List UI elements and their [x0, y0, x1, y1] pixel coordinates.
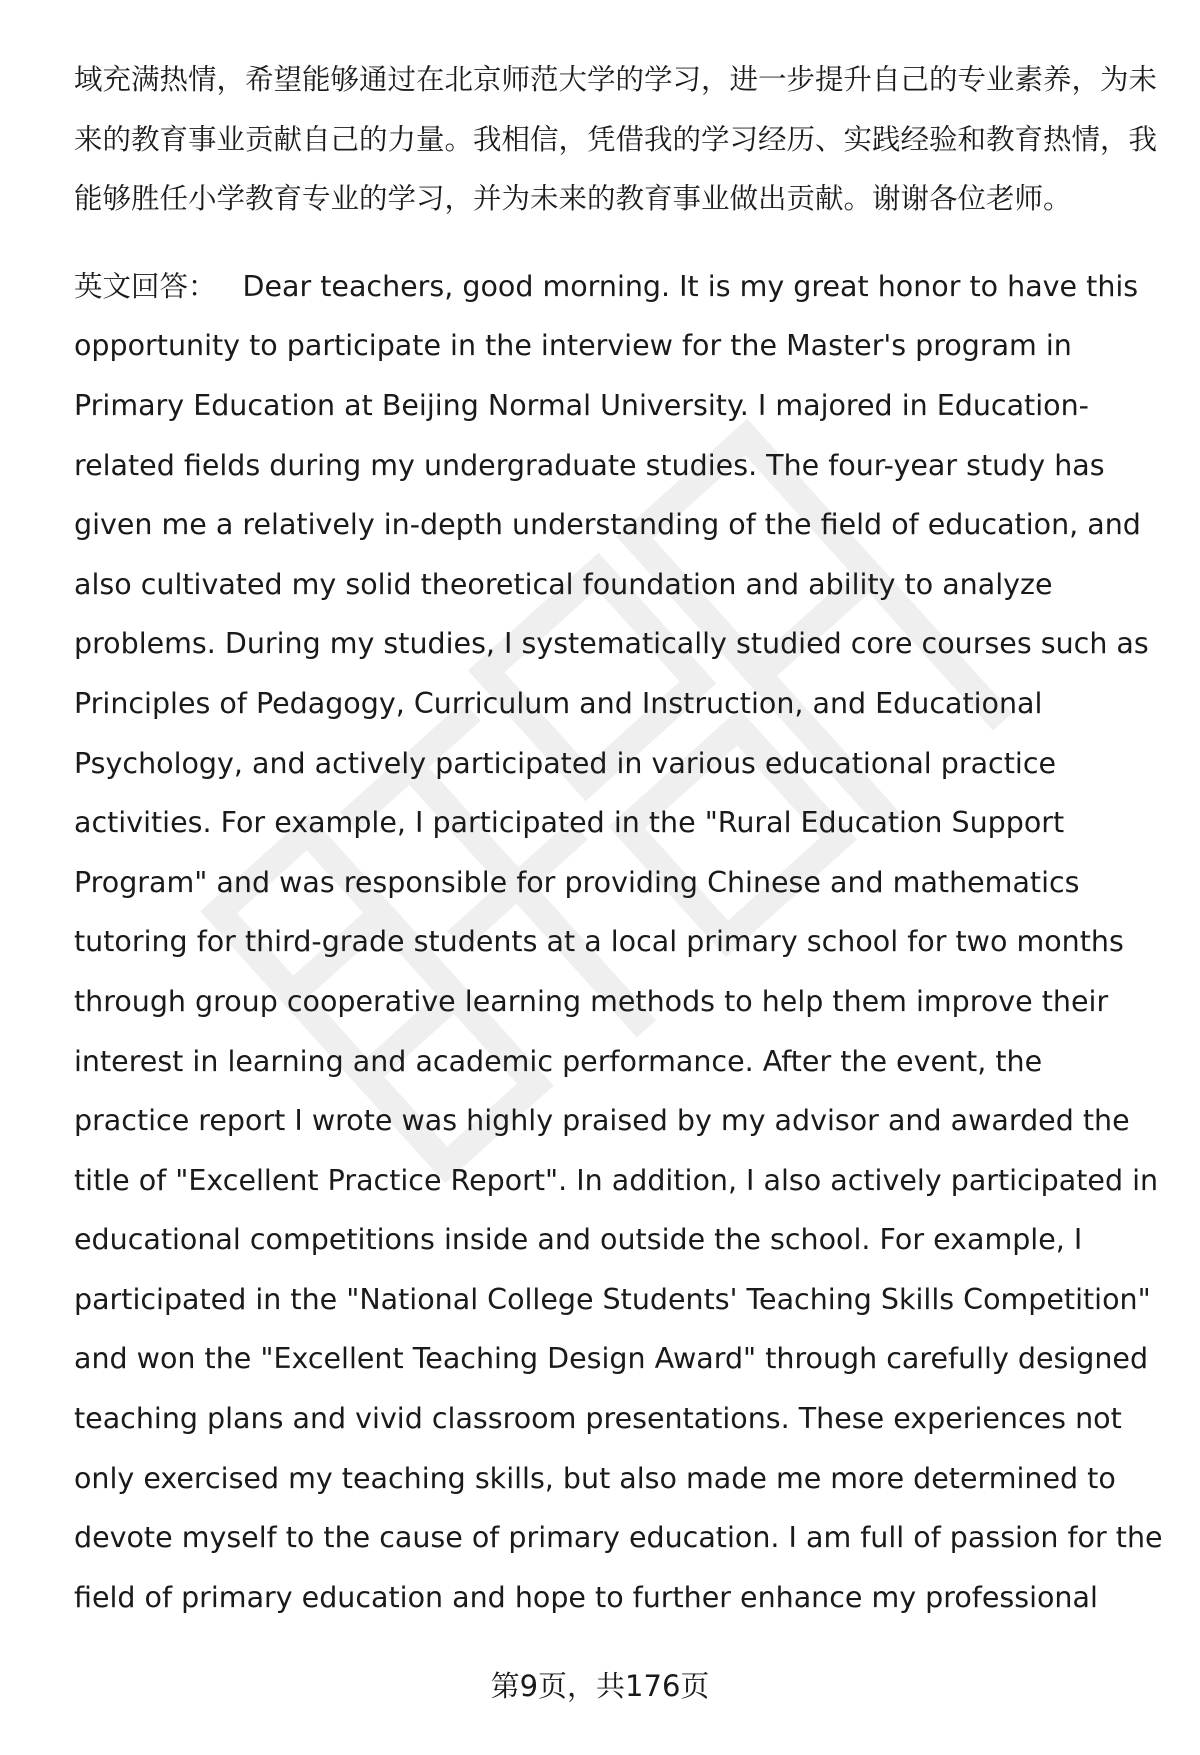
- document-body: [74, 50, 1164, 1627]
- english-answer-text: Dear teachers, good morning. It is my great honor to have this opportunity to participate in the interview for the Master's program in Primary Education at Beijing Normal University. I majored in Education-related fields during my undergraduate studies. The four-year study has given me a relatively in-depth understanding of the field of education, and also cultivated my solid theoretical foundation and ability to analyze problems. During my studies, I systematically studied core courses such as Principles of Pedagogy, Curriculum and Instruction, and Educational Psychology, and actively participated in various educational practice activities. For example, I participated in the "Rural Education Support Program" and was responsible for providing Chinese and mathematics tutoring for third-grade students at a local primary school for two months through group cooperative learning methods to help them improve their interest in learning and academic performance. After the event, the practice report I wrote was highly praised by my advisor and awarded the title of "Excellent Practice Report". In addition, I also actively participated in educational competitions inside and outside the school. For example, I participated in the "National College Students' Teaching Skills Competition" and won the "Excellent Teaching Design Award" through carefully designed teaching plans and vivid classroom presentations. These experiences not only exercised my teaching skills, but also made me more determined to devote myself to the cause of primary education. I am full of passion for the field of primary education and hope to further enhance my professional: [74, 269, 1163, 1614]
- english-answer-label: 英文回答：: [74, 269, 217, 303]
- english-answer-paragraph: [74, 257, 1164, 1628]
- chinese-paragraph: 域充满热情，希望能够通过在北京师范大学的学习，进一步提升自己的专业素养，为未来的教育事业贡献自己的力量。我相信，凭借我的学习经历、实践经验和教育热情，我能够胜任小学教育专业的学习，并为未来的教育事业做出贡献。谢谢各位老师。: [74, 63, 1158, 216]
- page-number-footer: 第9页，共176页: [490, 1669, 710, 1703]
